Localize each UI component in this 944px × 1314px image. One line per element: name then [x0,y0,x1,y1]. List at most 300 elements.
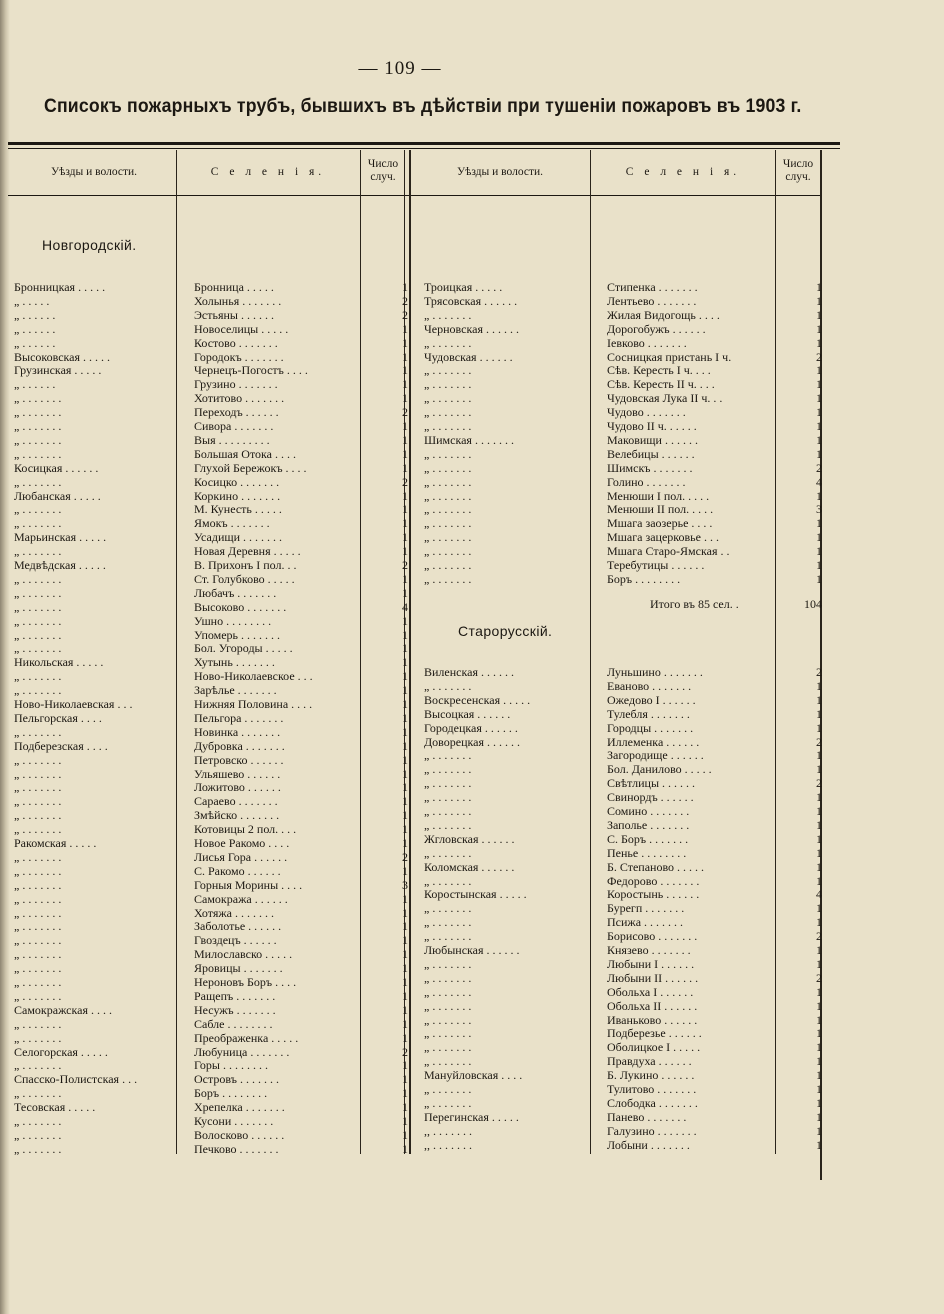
table-row [0,502,944,516]
count-cell: 1 [816,558,822,572]
table-row [0,860,944,874]
header-count-line1: Число [367,158,399,170]
volost-cell: „ . . . . . . . [424,956,472,971]
village-cell: Яровицы . . . . . . . [194,961,283,976]
village-cell: Чудовская Лука II ч. . . [607,391,723,406]
volost-cell: „ . . . . . . . [14,849,62,864]
village-cell: Подберезье . . . . . . [607,1026,702,1041]
count-cell: 1 [402,710,408,725]
volost-cell: „ . . . . . . . [424,488,472,503]
count-cell: 1 [402,613,408,628]
volost-cell: „ . . . . . . . [14,446,62,461]
count-cell: 1 [402,655,408,670]
village-cell: Сомино . . . . . . . [607,804,690,818]
volost-cell: Ракомская . . . . . [14,836,97,850]
table-row [0,971,944,985]
table-row [0,776,944,790]
volost-cell: Медвѣдская . . . . . [14,558,106,572]
village-cell: Стипенка . . . . . . . [607,280,698,294]
village-cell: Чудово . . . . . . . [607,405,686,420]
volost-cell: „ . . . . . . . [14,877,62,892]
count-cell: 1 [402,1058,408,1073]
count-cell: 1 [402,363,408,378]
count-cell: 1 [816,1012,822,1027]
count-cell: 1 [816,488,822,503]
table-row [0,530,944,544]
count-cell: 1 [402,933,408,948]
volost-cell: „ . . . . . . . [424,502,472,517]
volost-cell: Никольская . . . . . [14,655,104,670]
volost-cell: Трясовская . . . . . . [424,293,518,308]
count-cell: 1 [816,692,822,707]
table-row [0,707,944,721]
volost-cell: „ . . . . . . . [14,933,62,948]
count-cell: 2 [816,349,822,364]
volost-cell: „ . . . . . . . [424,817,472,832]
table-row [0,846,944,860]
village-cell: Федорово . . . . . . . [607,873,700,888]
table-row [0,614,944,628]
volost-cell: „ . . . . . . . [14,822,62,837]
table-row [0,790,944,804]
village-cell: Ново-Николаевское . . . [194,669,313,684]
village-cell: Ращепъ . . . . . . . [194,988,276,1003]
count-cell: 1 [402,919,408,934]
count-cell: 1 [816,762,822,777]
table-row [0,363,944,377]
count-cell: 1 [402,1114,408,1128]
village-cell: Голино . . . . . . . [607,474,686,489]
table-row [0,1013,944,1027]
table-row [0,377,944,391]
volost-cell: „ . . . . . . . [424,804,472,818]
volost-cell: „ . . . . . . . [14,808,62,823]
volost-cell: „ . . . . . . . [14,863,62,878]
village-cell: Нероновъ Боръ . . . . [194,975,297,989]
volost-cell: „ . . . . . . . [424,1054,472,1069]
count-cell: 1 [816,1026,822,1041]
count-cell: 1 [402,905,408,920]
count-cell: 1 [402,432,408,447]
volost-cell: „ . . . . . . . [424,1095,472,1110]
village-cell: Правдуха . . . . . . [607,1054,692,1069]
volost-cell: „ . . . . . . . [424,377,472,392]
volost-cell: „ . . . . . . . [14,641,62,656]
count-cell: 1 [402,863,408,878]
count-cell: 1 [816,335,822,350]
count-cell: 3 [816,502,822,517]
volost-cell: „ . . . . . . . [424,1026,472,1041]
count-cell: 2 [816,460,822,475]
count-cell: 1 [816,571,822,586]
header-count-line2: случ. [785,171,811,183]
count-cell: 1 [402,1141,408,1156]
village-cell: Сабле . . . . . . . . [194,1016,273,1031]
village-cell: Змѣйско . . . . . . . [194,808,280,823]
village-cell: Городокъ . . . . . . . [194,349,284,364]
village-cell: Панево . . . . . . . [607,1109,687,1124]
table-row [0,1082,944,1096]
village-cell: Сѣв. Кересть II ч. . . . [607,377,715,392]
count-cell: 1 [402,627,408,642]
count-cell: 1 [402,488,408,503]
village-cell: Заболотье . . . . . . [194,919,282,934]
village-cell: В. Прихонъ І пол. . . [194,558,297,572]
table-row [0,544,944,558]
village-cell: Гвоздецъ . . . . . . [194,933,277,948]
count-cell: 1 [816,998,822,1013]
village-cell: Сараево . . . . . . . [194,794,278,809]
volost-cell: „ . . . . . . . [424,1082,472,1096]
volost-cell: „ . . . . . . . [14,919,62,934]
volost-cell: Троицкая . . . . . [424,280,503,294]
village-cell: Хутынь . . . . . . . [194,655,275,670]
count-cell: 1 [402,669,408,684]
village-cell: Борисово . . . . . . . [607,929,698,944]
volost-cell: „ . . . . . . . [424,901,472,916]
volost-cell: Городецкая . . . . . . [424,720,518,735]
table-row [0,1054,944,1068]
village-cell: Сивора . . . . . . . [194,419,274,433]
count-cell: 1 [816,956,822,971]
village-cell: Дорогобужъ . . . . . . [607,321,706,336]
volost-cell: Ново-Николаевская . . . [14,697,133,711]
volost-cell: Пельгорская . . . . [14,710,102,725]
village-cell: Велебицы . . . . . . [607,446,695,461]
village-cell: Косицко . . . . . . . [194,474,280,489]
count-cell: 1 [816,1040,822,1055]
village-cell: Грузино . . . . . . . [194,377,278,392]
count-cell: 1 [816,943,822,957]
count-cell: 4 [402,599,408,614]
count-cell: 1 [816,1054,822,1069]
village-cell: Б. Лукино . . . . . . [607,1068,695,1083]
village-cell: Новинка . . . . . . . [194,724,281,739]
table-row [0,600,944,614]
table-row [0,322,944,336]
volost-cell: „ . . . . . . [14,307,56,322]
count-cell: 4 [816,887,822,902]
volost-cell: „ . . . . . . . [14,1016,62,1031]
header-bottom-rule [8,195,820,196]
count-cell: 1 [402,516,408,531]
village-cell: С. Ракомо . . . . . . [194,863,281,878]
volost-cell: „ . . . . . . . [14,975,62,989]
table-row [0,1026,944,1040]
count-cell: 1 [402,391,408,406]
village-cell: Котовицы 2 пол. . . . [194,822,297,837]
table-row [0,887,944,901]
volost-cell: „ . . . . . . . [424,790,472,805]
volost-cell: „ . . . . . . . [14,669,62,684]
volost-cell: „ . . . . . . . [14,905,62,920]
count-cell: 1 [402,766,408,781]
volost-cell: „ . . . . . . . [14,474,62,489]
count-cell: 1 [402,377,408,392]
count-cell: 1 [816,321,822,336]
village-cell: Лисья Гора . . . . . . [194,849,288,864]
count-cell: 1 [402,724,408,739]
count-cell: 2 [402,849,408,864]
village-cell: Мшага заозерье . . . . [607,516,713,531]
count-cell: 1 [816,817,822,832]
village-cell: Преображенка . . . . . [194,1030,299,1045]
table-row [0,405,944,419]
volost-cell: „ . . . . . . . [424,335,472,350]
count-cell: 1 [816,678,822,693]
count-cell: 1 [402,571,408,586]
count-cell: 1 [402,460,408,475]
count-cell: 1 [816,405,822,420]
volost-cell: „ . . . . . . . [424,1012,472,1027]
village-cell: Князево . . . . . . . [607,943,691,957]
header-volost-left: Уѣзды и волости. [50,166,138,178]
village-cell: Мшага зацерковье . . . [607,530,719,545]
village-cell: Чудово II ч. . . . . . [607,419,697,433]
volost-cell: „ . . . . . . . [14,1127,62,1142]
volost-cell: „ . . . . . . . [14,1114,62,1128]
table-row [0,1124,944,1138]
village-cell: Высоково . . . . . . . [194,599,287,614]
count-cell: 1 [402,1072,408,1087]
count-cell: 1 [402,502,408,517]
village-cell: Лобыни . . . . . . . [607,1137,690,1152]
volost-cell: „ . . . . . . . [424,678,472,693]
village-cell: Переходъ . . . . . . [194,405,279,420]
volost-cell: Доворецкая . . . . . . [424,734,521,749]
volost-cell: „ . . . . . . . [424,446,472,461]
village-cell: Пельгора . . . . . . . [194,710,284,725]
village-cell: С. Боръ . . . . . . . [607,831,689,846]
count-cell: 1 [816,1123,822,1138]
village-cell: Боръ . . . . . . . . [194,1086,268,1101]
village-cell: Обольха I . . . . . . [607,984,694,999]
volost-cell: „ . . . . . . . [14,988,62,1003]
count-cell: 1 [816,748,822,763]
count-cell: 1 [402,752,408,767]
count-cell: 1 [816,1068,822,1083]
village-cell: Петровско . . . . . . [194,752,284,767]
village-cell: Большая Отока . . . . [194,446,297,461]
village-cell: Менюши II пол. . . . . [607,502,714,517]
village-cell: Бол. Угороды . . . . . [194,641,293,656]
count-cell: 1 [816,446,822,461]
volost-cell: „ . . . . . . . [14,961,62,976]
village-cell: Ложитово . . . . . . [194,780,281,795]
village-cell: Любыни I . . . . . . [607,956,695,971]
village-cell: Сосницкая пристань I ч. [607,349,732,364]
header-village-right: С е л е н і я. [625,166,741,178]
volost-cell: Бронницкая . . . . . [14,280,106,294]
village-cell: Милославско . . . . . [194,947,293,962]
count-cell: 2 [402,405,408,420]
volost-cell: „ . . . . . . . [424,998,472,1013]
count-cell: 1 [816,280,822,294]
volost-cell: Тесовская . . . . . [14,1100,96,1115]
volost-cell: Спасско-Полистская . . . [14,1072,138,1087]
village-cell: Любыни II . . . . . . [607,970,699,985]
volost-cell: Подберезская . . . . [14,738,108,753]
count-cell: 1 [816,1109,822,1124]
page-number: — 109 — [358,58,442,79]
volost-cell: „ . . . . . . . [14,752,62,767]
count-cell: 4 [816,474,822,489]
volost-cell: „ . . . . . . . [14,502,62,517]
count-cell: 1 [402,321,408,336]
volost-cell: „ . . . . . . . [424,984,472,999]
volost-cell: „ . . . . . . . [14,766,62,781]
volost-cell: „ . . . . . . . [424,460,472,475]
table-row [0,943,944,957]
village-cell: Островъ . . . . . . . [194,1072,279,1087]
count-cell: 1 [402,1127,408,1142]
village-cell: Ямокъ . . . . . . . [194,516,270,531]
village-cell: Упомерь . . . . . . . [194,627,281,642]
village-cell: Новое Ракомо . . . . [194,836,290,850]
table-row [0,762,944,776]
volost-cell: Любынская . . . . . . [424,943,520,957]
village-cell: Нижняя Половина . . . . [194,697,313,711]
volost-cell: „ . . . . . . . [424,363,472,378]
volost-cell: Коломская . . . . . . [424,859,515,874]
count-cell: 1 [816,873,822,888]
volost-cell: „ . . . . . . . [14,627,62,642]
volost-cell: Высоковская . . . . . [14,349,111,364]
volost-cell: Шимская . . . . . . . [424,432,514,447]
table-row [0,832,944,846]
count-cell: 1 [402,349,408,364]
village-cell: Иваньково . . . . . . [607,1012,698,1027]
count-cell: 1 [402,1030,408,1045]
count-cell: 2 [402,293,408,308]
village-cell: Любуница . . . . . . . [194,1044,290,1059]
volost-cell: „ . . . . . . . [14,432,62,447]
volost-cell: Высоцкая . . . . . . [424,706,511,721]
village-cell: Еваново . . . . . . . [607,678,692,693]
table-row [0,516,944,530]
count-cell: 1 [816,516,822,531]
village-cell: Заполье . . . . . . . [607,817,690,832]
village-cell: Хотитово . . . . . . . [194,391,285,406]
table-row [0,665,944,679]
village-cell: Маковищи . . . . . . [607,432,698,447]
section-title-novgorodsky: Новгородскій. [42,237,137,253]
count-cell: 1 [816,363,822,378]
count-cell: 1 [402,961,408,976]
count-cell: 1 [816,419,822,433]
table-row [0,999,944,1013]
count-cell: 1 [816,293,822,308]
table-row [0,475,944,489]
volost-cell: „ . . . . . . . [14,947,62,962]
count-cell: 1 [816,901,822,916]
count-cell: 1 [816,790,822,805]
village-cell: Новоселицы . . . . . [194,321,289,336]
volost-cell: „ . . . . . . . [424,516,472,531]
village-cell: Лентьево . . . . . . . [607,293,697,308]
village-cell: М. Кунесть . . . . . [194,502,282,517]
village-cell: Менюши I пол. . . . . [607,488,710,503]
village-cell: Коркино . . . . . . . [194,488,281,503]
table-row [0,735,944,749]
village-cell: Теребутицы . . . . . . [607,558,705,572]
volost-cell: „ . . . . . . . [14,1086,62,1101]
volost-cell: „ . . . . . . . [14,571,62,586]
village-cell: Псижа . . . . . . . [607,915,684,930]
village-cell: Зарѣлье . . . . . . . [194,683,277,698]
village-cell: Кусони . . . . . . . [194,1114,274,1128]
volost-cell: Косицкая . . . . . . [14,460,99,475]
count-cell: 1 [402,641,408,656]
volost-cell: Самокражская . . . . [14,1002,112,1017]
volost-cell: Воскресенская . . . . . [424,692,531,707]
village-cell: Горныя Морины . . . . [194,877,303,892]
volost-cell: Чудовская . . . . . . [424,349,513,364]
table-top-rule [8,142,840,145]
village-cell: Оболицкое I . . . . . [607,1040,701,1055]
village-cell: Хотяжа . . . . . . . [194,905,274,920]
volost-cell: „ . . . . . . . [14,780,62,795]
count-cell: 1 [402,780,408,795]
volost-cell: Жгловская . . . . . . [424,831,515,846]
village-cell: Печково . . . . . . . [194,1141,279,1156]
volost-cell: „ . . . . . . . [424,474,472,489]
village-cell: Костово . . . . . . . [194,335,278,350]
table-row [0,1110,944,1124]
volost-cell: „ . . . . . . . [424,419,472,433]
table-row [0,1040,944,1054]
volost-cell: „ . . . . . . . [424,391,472,406]
count-cell: 1 [816,915,822,930]
village-cell: Городцы . . . . . . . [607,720,694,735]
volost-cell: „ . . . . . . . [14,613,62,628]
village-cell: Чернецъ-Погостъ . . . . [194,363,308,378]
village-cell: Ульяшево . . . . . . [194,766,281,781]
volost-cell: Мануйловская . . . . [424,1068,523,1083]
header-count-line1: Число [782,158,814,170]
village-cell: Луньшино . . . . . . . [607,665,703,679]
village-cell: Эстьяны . . . . . . [194,307,274,322]
count-cell: 1 [816,377,822,392]
count-cell: 1 [402,1100,408,1115]
count-cell: 1 [402,1016,408,1031]
village-cell: Тулебля . . . . . . . [607,706,690,721]
village-cell: Ст. Голубково . . . . . [194,571,295,586]
volost-cell: „ . . . . . . . [14,599,62,614]
count-cell: 1 [816,530,822,545]
village-cell: Выя . . . . . . . . . [194,432,270,447]
count-cell: 1 [402,683,408,698]
table-row [0,586,944,600]
village-cell: Новая Деревня . . . . . [194,544,301,559]
volost-cell: „ . . . . . . . [14,794,62,809]
volost-cell: „ . . . . . . . [14,1030,62,1045]
village-cell: Глухой Бережокъ . . . . [194,460,307,475]
volost-cell: „ . . . . . . [14,321,56,336]
volost-cell: „ . . . . . . [14,377,56,392]
count-cell: 1 [402,988,408,1003]
count-cell: 1 [816,831,822,846]
volost-cell: „ . . . . . . . [424,929,472,944]
table-row [0,461,944,475]
volost-cell: „ . . . . . . . [424,307,472,322]
table-row [0,804,944,818]
volost-cell: Селогорская . . . . . [14,1044,108,1059]
volost-cell: Марьинская . . . . . [14,530,107,545]
volost-cell: Любанская . . . . . [14,488,101,503]
table-row [0,874,944,888]
village-cell: Холынья . . . . . . . [194,293,282,308]
